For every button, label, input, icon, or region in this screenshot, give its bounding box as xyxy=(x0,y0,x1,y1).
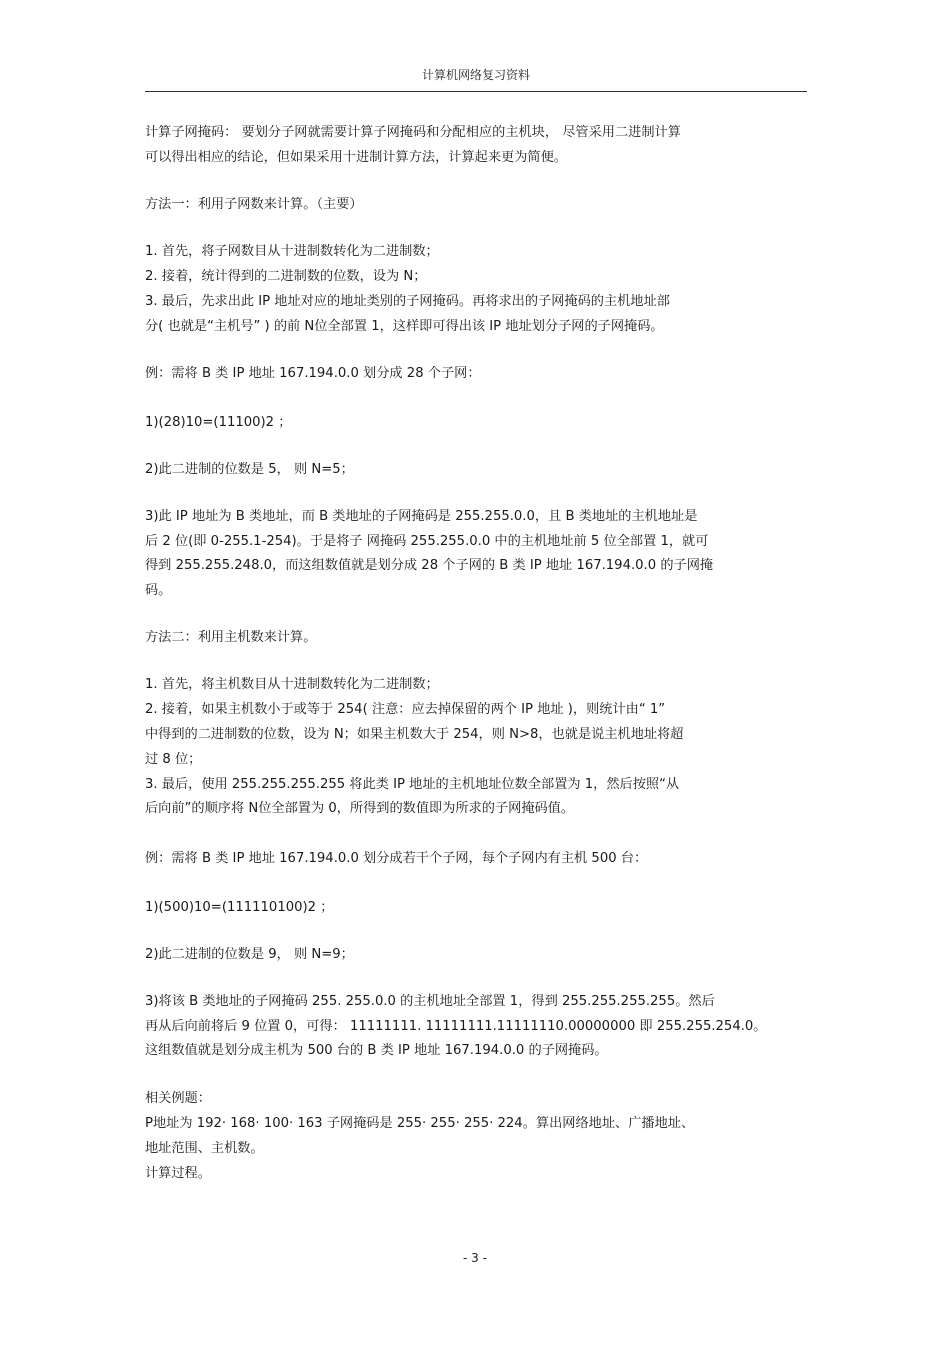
text-line: 过 8 位； xyxy=(145,752,202,767)
text-line: 例：需将 B 类 IP 地址 167.194.0.0 划分成 28 个子网： xyxy=(145,366,481,381)
text-line: 2)此二进制的位数是 5， 则 N=5； xyxy=(145,462,354,477)
text-line: 3. 最后，先求出此 IP 地址对应的地址类别的子网掩码。再将求出的子网掩码的主机地址部 xyxy=(145,294,670,309)
text-line: 方法一：利用子网数来计算。（主要） xyxy=(145,197,363,212)
text-line: 再从后向前将后 9 位置 0，可得： 11111111. 11111111.11111110.00000000 即 255.255.254.0。 xyxy=(145,1019,767,1034)
text-line: 2. 接着，统计得到的二进制数的位数，设为 N； xyxy=(145,269,427,284)
text-line: 这组数值就是划分成主机为 500 台的 B 类 IP 地址 167.194.0.0 的子网掩码。 xyxy=(145,1043,608,1058)
text-line: 可以得出相应的结论，但如果采用十进制计算方法，计算起来更为简便。 xyxy=(145,150,567,165)
text-line: 3)将该 B 类地址的子网掩码 255. 255.0.0 的主机地址全部置 1，得到 255.255.255.255。然后 xyxy=(145,994,715,1009)
text-line: 后向前”的顺序将 N位全部置为 0，所得到的数值即为所求的子网掩码值。 xyxy=(145,801,575,816)
text-line: 2)此二进制的位数是 9， 则 N=9； xyxy=(145,947,354,962)
text-line: 3. 最后，使用 255.255.255.255 将此类 IP 地址的主机地址位数全部置为 1，然后按照“从 xyxy=(145,777,680,792)
text-line: 1)(28)10=(11100)2 ； xyxy=(145,415,292,430)
text-line: 后 2 位(即 0-255.1-254)。于是将子 网掩码 255.255.0.0 中的主机地址前 5 位全部置 1，就可 xyxy=(145,534,709,549)
text-line: 1. 首先，将主机数目从十进制数转化为二进制数； xyxy=(145,677,439,692)
page-header-title: 计算机网络复习资料 xyxy=(421,68,530,82)
text-line: 分( 也就是“主机号” ) 的前 N位全部置 1，这样即可得出该 IP 地址划分子网的子网掩码。 xyxy=(145,319,664,334)
text-line: 例：需将 B 类 IP 地址 167.194.0.0 划分成若干个子网，每个子网内有主机 500 台： xyxy=(145,851,648,866)
text-line: 相关例题： xyxy=(145,1091,211,1106)
text-line: 2. 接着，如果主机数小于或等于 254( 注意：应去掉保留的两个 IP 地址 )，则统计由“ 1” xyxy=(145,702,666,717)
text-line: 1. 首先，将子网数目从十进制数转化为二进制数； xyxy=(145,244,439,259)
text-line: 1)(500)10=(111110100)2 ； xyxy=(145,900,334,915)
text-line: 计算子网掩码： 要划分子网就需要计算子网掩码和分配相应的主机块， 尽管采用二进制计算 xyxy=(145,125,681,140)
text-line: 方法二：利用主机数来计算。 xyxy=(145,630,317,645)
text-line: 中得到的二进制数的位数，设为 N；如果主机数大于 254，则 N>8，也就是说主机地址将超 xyxy=(145,727,684,742)
text-line: P地址为 192· 168· 100· 163 子网掩码是 255· 255· 255· 224。算出网络地址、广播地址、 xyxy=(145,1116,695,1131)
text-line: 地址范围、主机数。 xyxy=(145,1141,264,1156)
header-rule xyxy=(145,91,807,92)
text-line: 3)此 IP 地址为 B 类地址，而 B 类地址的子网掩码是 255.255.0.0，且 B 类地址的主机地址是 xyxy=(145,509,698,524)
text-line: 计算过程。 xyxy=(145,1166,211,1181)
page-number: - 3 - xyxy=(463,1251,487,1265)
text-line: 得到 255.255.248.0，而这组数值就是划分成 28 个子网的 B 类 IP 地址 167.194.0.0 的子网掩 xyxy=(145,558,714,573)
text-line: 码。 xyxy=(145,583,172,598)
